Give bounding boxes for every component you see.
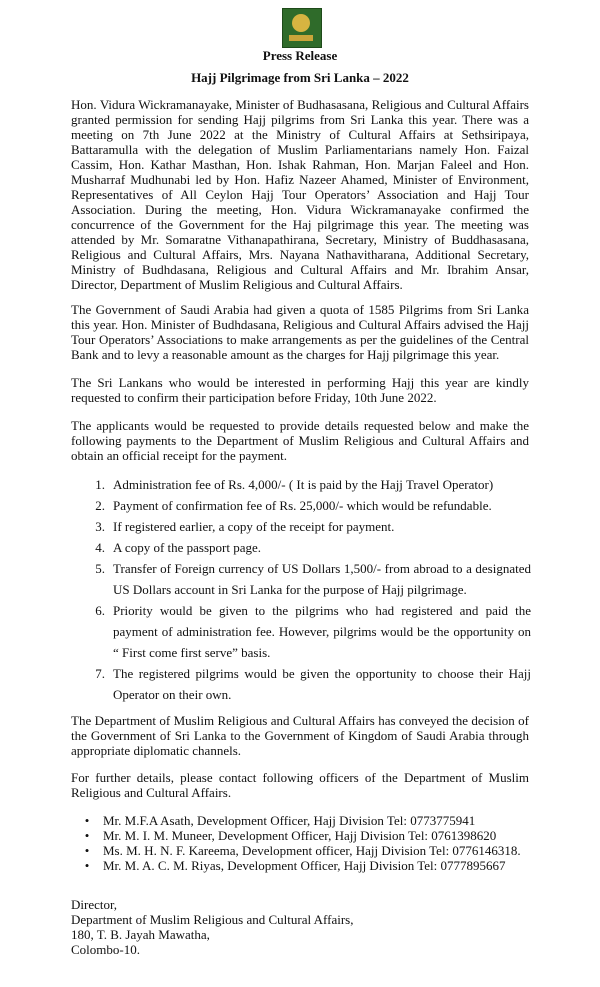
- bullet-icon: •: [84, 843, 90, 858]
- paragraph-quota: The Government of Saudi Arabia had given a quota of 1585 Pilgrims from Sri Lanka this year. Hon. Minister of Budhdasana, Religious and Cultural Affairs advised the Hajj Tour Operators’ Associations to make arrangements as per the guidelines of the Central Bank and to levy a reasonable amount as the charges for Hajj pilgrimage this year.: [71, 302, 529, 362]
- list-number: 6.: [95, 603, 105, 618]
- bullet-icon: •: [84, 828, 90, 843]
- address-block: [71, 897, 353, 957]
- list-number: 7.: [95, 666, 105, 681]
- contact-text: Mr. M. I. M. Muneer, Development Officer, Hajj Division Tel: 0761398620: [103, 828, 497, 843]
- list-text: Transfer of Foreign currency of US Dollars 1,500/- from abroad to a designated US Dollars account in Sri Lanka for the purpose of Hajj pilgrimage.: [113, 561, 531, 597]
- list-number: 3.: [95, 519, 105, 534]
- list-text: The registered pilgrims would be given the opportunity to choose their Hajj Operator on their own.: [113, 666, 531, 702]
- bullet-icon: •: [84, 813, 90, 828]
- address-line-street: 180, T. B. Jayah Mawatha,: [71, 927, 210, 942]
- paragraph-decision: The Department of Muslim Religious and Cultural Affairs has conveyed the decision of the Government of Sri Lanka to the Government of Kingdom of Saudi Arabia through appropriate diplomatic channels.: [71, 713, 529, 758]
- list-text: If registered earlier, a copy of the receipt for payment.: [113, 519, 395, 534]
- paragraph-meeting: Hon. Vidura Wickramanayake, Minister of Budhasasana, Religious and Cultural Affairs granted permission for sending Hajj pilgrims from Sri Lanka this year. There was a meeting on 7th June 2022 at the Ministry of Cultural Affairs at Sethsiripaya, Battaramulla with the delegation of Muslim Parliamentarians namely Hon. Faizal Cassim, Hon. Kathar Masthan, Hon. Ishak Rahman, Hon. Marjan Faleel and Hon. Musharraf Mudhunabi led by Hon. Hafiz Nazeer Ahamed, Minister of Environment, Representatives of All Ceylon Hajj Tour Operators’ Association and Hajj Tour Association. During the meeting, Hon. Vidura Wickramanayake confirmed the concurrence of the Government for the Haj pilgrimage this year. The meeting was attended by Mr. Somaratne Vithanapathirana, Secretary, Ministry of Buddhasasana, Religious and Cultural Affairs, Mrs. Nayana Nathavitharana, Additional Secretary, Ministry of Budhdasana, Religious and Cultural Affairs and Mr. Ibrahim Ansar, Director, Department of Muslim Religious and Cultural Affairs.: [71, 97, 529, 292]
- contact-item: [71, 858, 541, 873]
- list-number: 4.: [95, 540, 105, 555]
- contact-item: [71, 813, 541, 828]
- list-text: Administration fee of Rs. 4,000/- ( It is paid by the Hajj Travel Operator): [113, 477, 494, 492]
- paragraph-confirmation: The Sri Lankans who would be interested in performing Hajj this year are kindly requested to confirm their participation before Friday, 10th June 2022.: [71, 375, 529, 405]
- press-release-heading: Press Release: [262, 48, 338, 63]
- contact-item: [71, 843, 541, 858]
- address-line-department: Department of Muslim Religious and Cultural Affairs,: [71, 912, 354, 927]
- list-number: 5.: [95, 561, 105, 576]
- contact-text: Mr. M. A. C. M. Riyas, Development Officer, Hajj Division Tel: 0777895667: [103, 858, 506, 873]
- government-emblem-icon: [282, 8, 322, 48]
- contact-text: Mr. M.F.A Asath, Development Officer, Hajj Division Tel: 0773775941: [103, 813, 476, 828]
- address-line-city: Colombo-10.: [71, 942, 140, 957]
- bullet-icon: •: [84, 858, 90, 873]
- list-item: [71, 495, 531, 516]
- contact-item: [71, 828, 541, 843]
- list-item: [71, 537, 531, 558]
- paragraph-contact-intro: For further details, please contact following officers of the Department of Muslim Religious and Cultural Affairs.: [71, 770, 529, 800]
- list-text: Payment of confirmation fee of Rs. 25,000/- which would be refundable.: [113, 498, 492, 513]
- contact-text: Ms. M. H. N. F. Kareema, Development officer, Hajj Division Tel: 0776146318.: [103, 843, 521, 858]
- requirements-list: [71, 474, 531, 705]
- list-item: [71, 474, 531, 495]
- list-number: 2.: [95, 498, 105, 513]
- contact-list: [71, 813, 541, 873]
- list-text: A copy of the passport page.: [113, 540, 262, 555]
- address-line-title: Director,: [71, 897, 118, 912]
- list-item: [71, 663, 531, 705]
- list-number: 1.: [95, 477, 105, 492]
- document-title: Hajj Pilgrimage from Sri Lanka – 2022: [191, 70, 409, 85]
- list-item: [71, 558, 531, 600]
- list-item: [71, 600, 531, 663]
- paragraph-applicants: The applicants would be requested to provide details requested below and make the following payments to the Department of Muslim Religious and Cultural Affairs and obtain an official receipt for the payment.: [71, 418, 529, 463]
- list-text: Priority would be given to the pilgrims who had registered and paid the payment of administration fee. However, pilgrims would be the opportunity on “ First come first serve” basis.: [113, 603, 531, 660]
- list-item: [71, 516, 531, 537]
